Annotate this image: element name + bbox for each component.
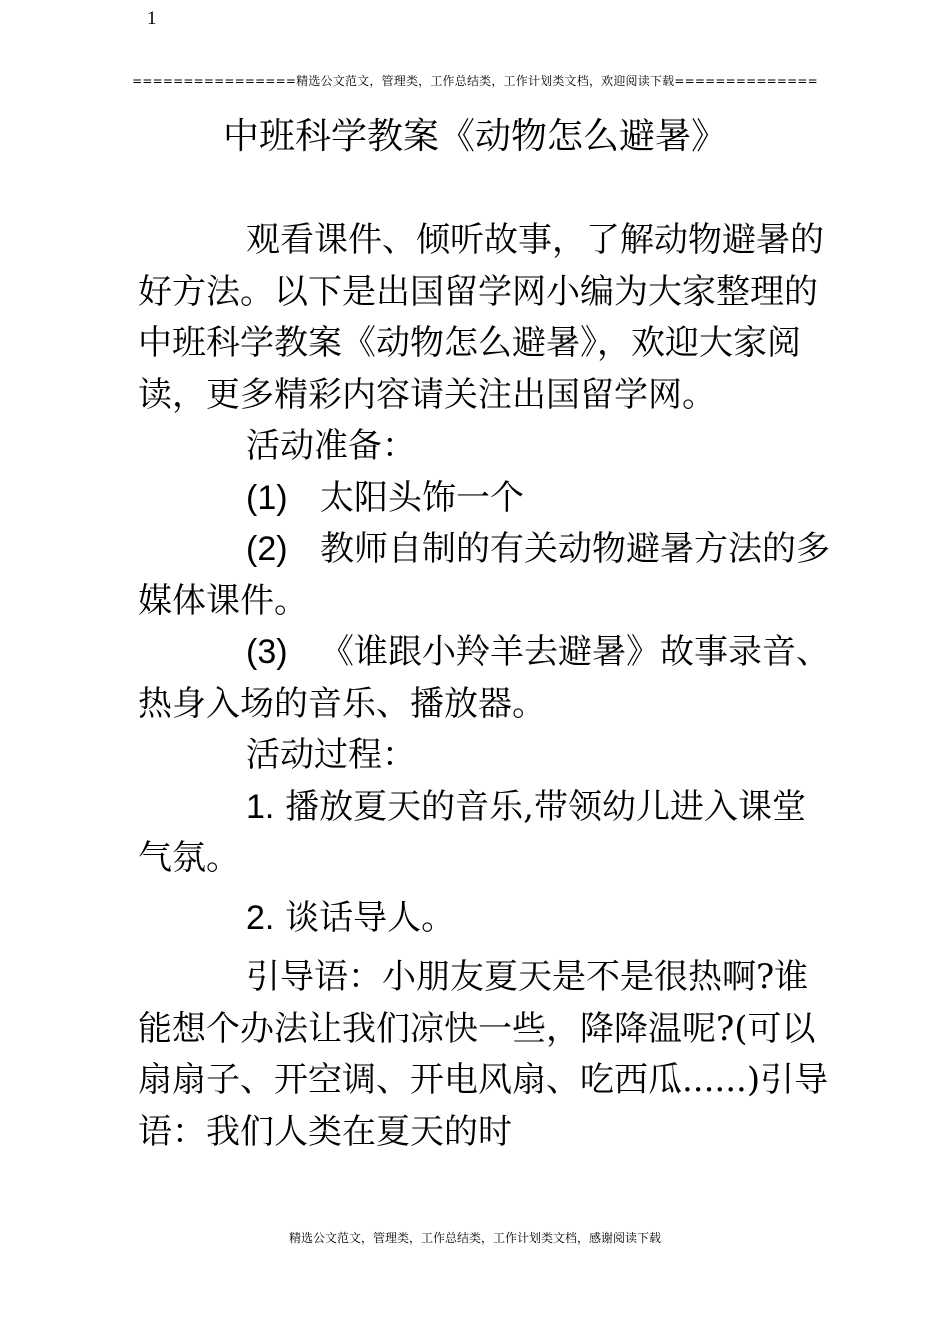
process-step-2-text: 谈话导人。 [285, 897, 456, 938]
process-step-2 [138, 893, 838, 945]
prep-item-2-number: (2) [246, 530, 288, 568]
process-step-1-number: 1. [246, 787, 275, 826]
prep-item-1-text: 太阳头饰一个 [320, 477, 524, 518]
process-step-2-number: 2. [246, 898, 275, 937]
footer-text: 精选公文范文，管理类，工作总结类，工作计划类文档，感谢阅读下载 [288, 1231, 661, 1245]
prep-item-2-text: 教师自制的有关动物避暑方法的多媒体课件。 [138, 529, 830, 621]
header-banner: ================精选公文范文，管理类，工作总结类，工作计划类文档，欢迎阅读下载============== [132, 74, 818, 88]
process-step-1-text: 播放夏天的音乐,带领幼儿进入课堂气氛。 [138, 786, 806, 878]
prep-item-3-number: (3) [246, 633, 288, 671]
prep-item-1 [138, 473, 838, 525]
prep-item-1-number: (1) [246, 478, 288, 517]
intro-paragraph: 观看课件、倾听故事，了解动物避暑的好方法。以下是出国留学网小编为大家整理的中班科学教案《动物怎么避暑》，欢迎大家阅读，更多精彩内容请关注出国留学网。 [138, 220, 824, 415]
document-title: 中班科学教案《动物怎么避暑》 [222, 116, 727, 157]
prep-item-3-text: 《谁跟小羚羊去避暑》故事录音、热身入场的音乐、播放器。 [138, 632, 830, 724]
prep-heading: 活动准备： [246, 426, 416, 466]
process-step-1 [138, 782, 838, 885]
document-body [138, 215, 838, 1158]
guide-paragraph: 引导语：小朋友夏天是不是很热啊?谁能想个办法让我们凉快一些，降降温呢?(可以扇扇子、开空调、开电风扇、吃西瓜......)引导语：我们人类在夏天的时 [138, 957, 829, 1152]
process-heading: 活动过程： [246, 735, 416, 775]
page-number: 1 [147, 8, 157, 29]
prep-item-2 [138, 524, 838, 627]
prep-item-3 [138, 627, 838, 730]
